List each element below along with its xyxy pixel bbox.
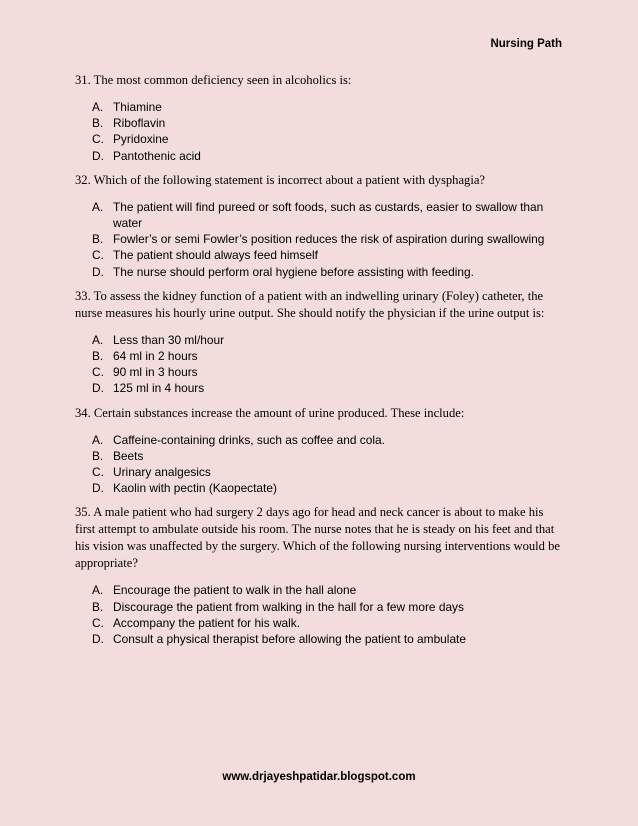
option-text: Thiamine: [113, 100, 162, 114]
option-text: Accompany the patient for his walk.: [113, 615, 301, 630]
option-a: [92, 582, 565, 598]
page-header-title: Nursing Path: [490, 38, 562, 50]
option-letter: B.: [92, 232, 104, 247]
option-text: Riboflavin: [113, 116, 166, 131]
option-list: [75, 582, 565, 647]
option-d: [92, 264, 565, 280]
option-d: [92, 631, 565, 647]
question-text: 31. The most common deficiency seen in alcoholics is:: [75, 73, 352, 87]
option-d: [92, 380, 565, 396]
option-letter: B.: [92, 349, 104, 364]
option-text: The patient should always feed himself: [113, 248, 318, 263]
option-text: Less than 30 ml/hour: [113, 332, 225, 347]
option-letter: D.: [92, 148, 104, 163]
option-letter: B.: [92, 116, 104, 131]
option-text: 125 ml in 4 hours: [113, 381, 205, 396]
option-letter: B.: [92, 448, 104, 463]
option-list: [75, 332, 565, 397]
option-letter: C.: [92, 615, 104, 630]
option-b: [92, 348, 565, 364]
option-a: [92, 432, 565, 448]
option-text: Kaolin with pectin (Kaopectate): [113, 481, 277, 496]
option-list: [75, 99, 565, 164]
option-text: Pantothenic acid: [113, 148, 201, 163]
option-a: [92, 332, 565, 348]
option-letter: C.: [92, 365, 104, 380]
option-text: Urinary analgesics: [113, 465, 211, 480]
footer-url: www.drjayeshpatidar.blogspot.com: [222, 771, 416, 783]
option-b: [92, 599, 565, 615]
option-d: [92, 148, 565, 164]
option-text: The patient will find pureed or soft foods, such as custards, easier to swallow than water: [113, 199, 544, 231]
option-letter: C.: [92, 248, 104, 263]
option-letter: D.: [92, 481, 104, 496]
option-text: Fowler’s or semi Fowler’s position reduces the risk of aspiration during swallowing: [113, 232, 545, 247]
option-letter: C.: [92, 465, 104, 480]
option-text: 90 ml in 3 hours: [113, 365, 198, 380]
question-text: 33. To assess the kidney function of a patient with an indwelling urinary (Foley) catheter, the nurse measures his hourly urine output. She should notify the physician if the urine output is:: [75, 288, 545, 320]
option-letter: D.: [92, 632, 104, 647]
question-32: [75, 172, 565, 280]
option-c: [92, 247, 565, 263]
question-33: [75, 288, 565, 397]
option-c: [92, 615, 565, 631]
option-list: [75, 432, 565, 497]
option-list: [75, 199, 565, 280]
question-35: [75, 504, 565, 647]
option-text: Consult a physical therapist before allowing the patient to ambulate: [113, 632, 466, 647]
option-letter: A.: [92, 432, 104, 447]
option-text: Pyridoxine: [113, 132, 169, 147]
option-text: Caffeine-containing drinks, such as coffee and cola.: [113, 432, 385, 447]
option-c: [92, 131, 565, 147]
option-a: [92, 199, 565, 231]
option-text: Beets: [113, 448, 144, 463]
option-letter: A.: [92, 332, 104, 347]
option-letter: A.: [92, 583, 104, 598]
option-letter: A.: [92, 100, 104, 114]
option-b: [92, 115, 565, 131]
question-text: 35. A male patient who had surgery 2 days ago for head and neck cancer is about to make his first attempt to ambulate outside his room. The nurse notes that he is steady on his feet and that his vision was unaffected by the surgery. Which of the following nursing interventions would be appropriate?: [75, 505, 561, 571]
option-b: [92, 448, 565, 464]
option-letter: B.: [92, 599, 104, 614]
option-d: [92, 480, 565, 496]
option-text: The nurse should perform oral hygiene before assisting with feeding.: [113, 264, 474, 279]
option-c: [92, 464, 565, 480]
option-text: Encourage the patient to walk in the hall alone: [113, 583, 357, 598]
question-text: 34. Certain substances increase the amount of urine produced. These include:: [75, 405, 465, 420]
question-list: [75, 72, 565, 655]
option-b: [92, 231, 565, 247]
option-letter: C.: [92, 132, 104, 147]
option-a: [92, 99, 565, 115]
option-letter: D.: [92, 381, 104, 396]
question-text: 32. Which of the following statement is incorrect about a patient with dysphagia?: [75, 172, 486, 187]
question-34: [75, 405, 565, 497]
option-text: 64 ml in 2 hours: [113, 349, 198, 364]
option-text: Discourage the patient from walking in the hall for a few more days: [113, 599, 464, 614]
option-letter: D.: [92, 264, 104, 279]
option-c: [92, 364, 565, 380]
option-letter: A.: [92, 199, 104, 214]
question-31: [75, 72, 565, 164]
